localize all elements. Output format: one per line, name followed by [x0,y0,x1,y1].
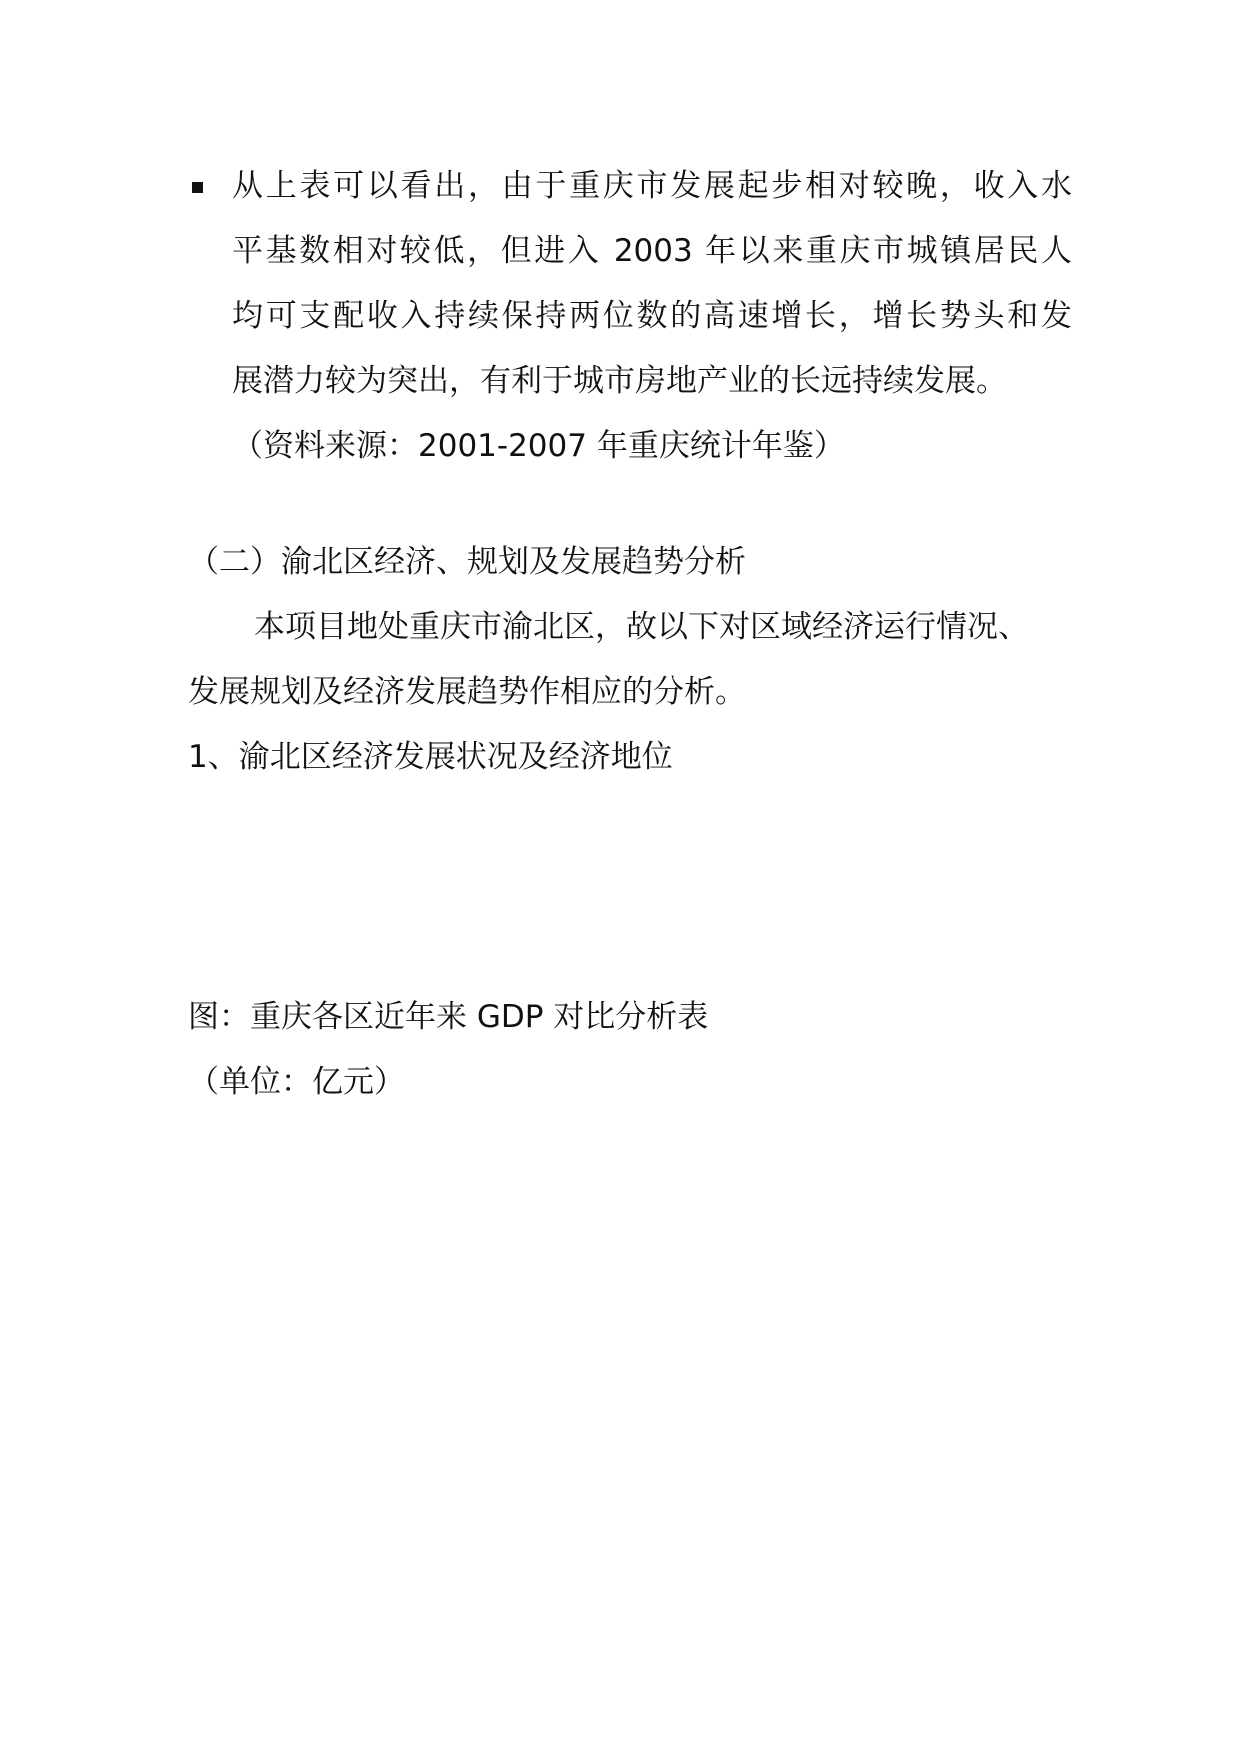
bullet-line: 平基数相对较低，但进入 2003 年以来重庆市城镇居民人 [232,233,1072,269]
bullet-square-icon [192,182,203,193]
paragraph-line: 发展规划及经济发展趋势作相应的分析。 [188,674,746,710]
paragraph-line: 本项目地处重庆市渝北区，故以下对区域经济运行情况、 [254,609,1029,645]
figure-caption: 图：重庆各区近年来 GDP 对比分析表 [188,999,709,1035]
body-paragraph [188,595,1068,725]
unit-note: （单位：亿元） [188,1064,405,1100]
bullet-line: 均可支配收入持续保持两位数的高速增长，增长势头和发 [232,298,1072,334]
bullet-line: 展潜力较为突出，有利于城市房地产业的长远持续发展。 [232,363,1007,399]
source-note: （资料来源：2001-2007 年重庆统计年鉴） [232,428,845,464]
bullet-line: 从上表可以看出，由于重庆市发展起步相对较晚，收入水 [232,168,1072,204]
section-heading: （二）渝北区经济、规划及发展趋势分析 [188,544,746,580]
bullet-paragraph [232,154,1072,414]
sub-heading: 1、渝北区经济发展状况及经济地位 [188,739,673,775]
